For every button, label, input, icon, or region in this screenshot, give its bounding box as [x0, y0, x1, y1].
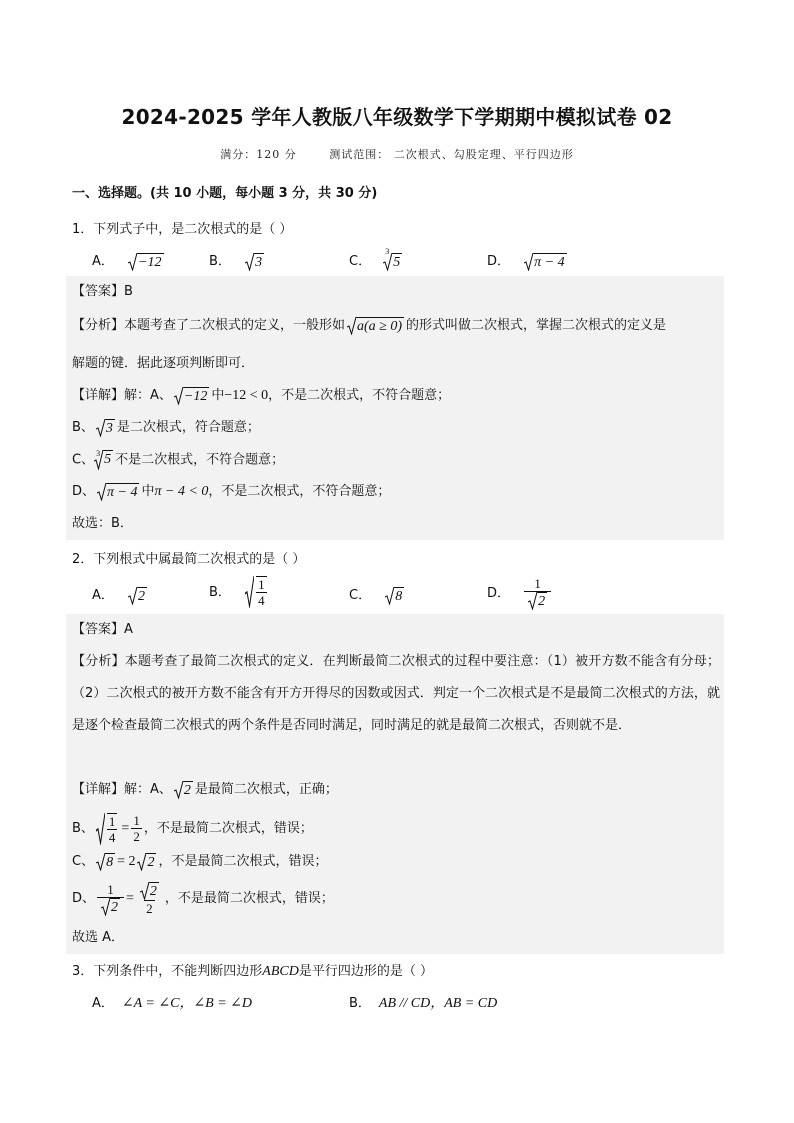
radicand: 8: [395, 588, 403, 604]
radicand: π − 4: [534, 254, 565, 270]
inequality: π − 4 < 0: [154, 484, 209, 499]
question-2-options: [92, 576, 712, 612]
q1-answer: 【答案】B: [72, 284, 133, 299]
radicand: 5: [103, 450, 113, 470]
test-scope: 测试范围： 二次根式、勾股定理、平行四边形: [329, 148, 574, 161]
exam-subtitle: [0, 146, 794, 162]
radical: [137, 853, 156, 871]
q1-analysis-cont: 解题的键．据此逐项判断即可．: [72, 356, 255, 371]
detail-text: ，不是最简二次根式，错误；: [164, 891, 334, 906]
radical: [245, 253, 264, 271]
radicand: 2: [147, 854, 155, 870]
radicand: 2: [149, 883, 157, 899]
q2-option-d: [487, 576, 553, 610]
stem-text: 3．下列条件中，不能判断四边形: [72, 964, 263, 979]
q3-option-a: [92, 992, 252, 1012]
page-title: 2024-2025 学年人教版八年级数学下学期期中模拟试卷 02: [121, 105, 673, 129]
q1-detail-b: [72, 418, 260, 438]
question-1-stem: 1．下列式子中，是二次根式的是（ ）: [72, 222, 293, 237]
radical: [140, 882, 159, 900]
fraction: [131, 813, 142, 844]
q2-detail-a: [72, 780, 338, 800]
equals-sign: = 2: [117, 854, 136, 869]
numerator: 1: [133, 813, 140, 828]
q1-option-c: [349, 246, 404, 271]
denominator: 2: [146, 900, 153, 916]
option-label: D．: [487, 254, 511, 269]
detail-text: 不是二次根式，不符合题意；: [115, 452, 285, 468]
denominator: 2: [133, 829, 140, 844]
radicand: 2: [138, 588, 146, 604]
q1-option-d: [487, 250, 569, 271]
radicand: π − 4: [107, 484, 138, 500]
option-label: A．: [92, 254, 114, 269]
q1-option-b: [209, 250, 266, 271]
radicand: 2: [111, 899, 119, 915]
root-index: 3: [385, 246, 390, 256]
denominator: [524, 591, 551, 610]
fraction: [256, 576, 267, 608]
radicand: 3: [105, 420, 113, 436]
detail-text: B、: [72, 420, 94, 435]
detail-text: C、: [72, 452, 95, 468]
radicand: 2: [183, 782, 191, 798]
detail-text: 【详解】解：A、: [72, 388, 172, 403]
numerator: 1: [534, 576, 541, 591]
equals-sign: =: [126, 891, 134, 906]
radical: [347, 317, 404, 335]
detail-text: 是最简二次根式，正确；: [194, 782, 338, 797]
q3-option-b: [349, 992, 497, 1012]
fraction: [97, 882, 124, 916]
q2-answer: 【答案】A: [72, 622, 133, 637]
radicand: 2: [538, 594, 546, 610]
root-index: 3: [96, 449, 101, 458]
question-2-solution: [66, 614, 724, 954]
question-3-stem: [72, 960, 433, 980]
option-label: C．: [349, 254, 372, 269]
detail-text: ，不是最简二次根式，错误；: [143, 821, 313, 836]
numerator: 1: [107, 881, 114, 897]
radical: [385, 587, 404, 605]
question-2-stem: 2．下列根式中属最简二次根式的是（ ）: [72, 552, 306, 567]
cube-root: [96, 450, 113, 470]
detail-text: 中: [141, 484, 155, 499]
detail-text: 中: [211, 388, 225, 403]
fraction: [524, 576, 551, 610]
option-label: A．: [92, 588, 114, 603]
q1-conclusion: 故选：B．: [72, 516, 133, 531]
radicand: −12: [138, 254, 162, 270]
detail-text: C、: [72, 854, 95, 869]
detail-text: ，不是最简二次根式，错误；: [158, 854, 328, 869]
detail-text: B、: [72, 821, 94, 836]
radicand: a(a ≥ 0): [357, 318, 403, 334]
question-1-solution: [66, 276, 724, 540]
option-text: AB // CD，AB = CD: [378, 996, 498, 1011]
option-label: B．: [349, 996, 371, 1011]
radicand: 3: [255, 254, 263, 270]
q2-analysis: 【分析】本题考查了最简二次根式的定义．在判断最简二次根式的过程中要注意：（1）被开方数不能含有分母；（2）二次根式的被开方数不能含有开方开得尽的因数或因式．判定一个二次根式是不是最简二次根式的方法，就是逐个检查最简二次根式的两个条件是否同时满足，同时满足的就是最简二次根式，否则就不是．: [72, 654, 720, 733]
numerator: 1: [108, 813, 116, 829]
radical: [128, 587, 147, 605]
fraction: [107, 813, 118, 845]
full-score: 满分：120 分: [220, 148, 297, 161]
q1-detail-d: [72, 482, 390, 502]
quadrilateral-name: ABCD: [262, 964, 299, 979]
question-1-options: [92, 246, 712, 276]
radical: [524, 253, 566, 271]
option-label: A．: [92, 996, 114, 1011]
denominator: 4: [258, 593, 265, 608]
radical: [528, 592, 547, 610]
q1-detail-a: [72, 386, 450, 406]
q1-option-a: [92, 250, 166, 271]
radical: [96, 853, 115, 871]
option-text: ∠A = ∠C，∠B = ∠D: [121, 996, 253, 1011]
option-label: D．: [487, 585, 511, 601]
radical: [174, 781, 193, 799]
detail-text: 是二次根式，符合题意；: [116, 420, 260, 435]
q1-analysis-line: [72, 316, 666, 336]
radical: [96, 813, 120, 845]
detail-text: D、: [72, 891, 96, 906]
analysis-text: 【分析】本题考查了二次根式的定义，一般形如: [72, 318, 346, 333]
radicand: 5: [393, 254, 401, 270]
radical: [245, 576, 269, 608]
option-label: B．: [209, 254, 231, 269]
radical: [96, 419, 115, 437]
option-label: B．: [209, 584, 231, 600]
numerator: 1: [258, 577, 265, 592]
radicand: −12: [183, 388, 208, 404]
fraction: [136, 882, 163, 916]
stem-text: 是平行四边形的是（ ）: [298, 964, 433, 979]
inequality: −12 < 0: [224, 388, 269, 403]
denominator: [97, 897, 124, 916]
analysis-text: 的形式叫做二次根式，掌握二次根式的定义是: [406, 318, 667, 333]
equals-sign: =: [121, 821, 130, 836]
q2-option-a: [92, 584, 149, 605]
q1-detail-c: [72, 450, 284, 471]
detail-text: ，不是二次根式，不符合题意；: [268, 388, 451, 403]
option-label: C．: [349, 588, 372, 603]
cube-root: [385, 246, 402, 271]
q2-option-b: [209, 576, 271, 608]
radical: [101, 898, 120, 916]
radicand: 8: [106, 854, 114, 870]
q2-conclusion: 故选 A．: [72, 930, 125, 945]
q2-detail-c: [72, 852, 328, 872]
radical: [97, 483, 139, 501]
q2-detail-d: [72, 880, 334, 918]
detail-text: D、: [72, 484, 96, 499]
radical: [128, 253, 163, 271]
radical: [174, 387, 209, 405]
detail-text: 【详解】解：A、: [72, 782, 172, 797]
q2-option-c: [349, 584, 406, 605]
section-heading: 一、选择题。(共 10 小题，每小题 3 分，共 30 分): [72, 186, 378, 201]
q2-detail-b: [72, 810, 313, 848]
denominator: 4: [108, 829, 116, 845]
question-3-options: [92, 992, 712, 1018]
numerator: [136, 882, 163, 900]
detail-text: ，不是二次根式，不符合题意；: [208, 484, 391, 499]
